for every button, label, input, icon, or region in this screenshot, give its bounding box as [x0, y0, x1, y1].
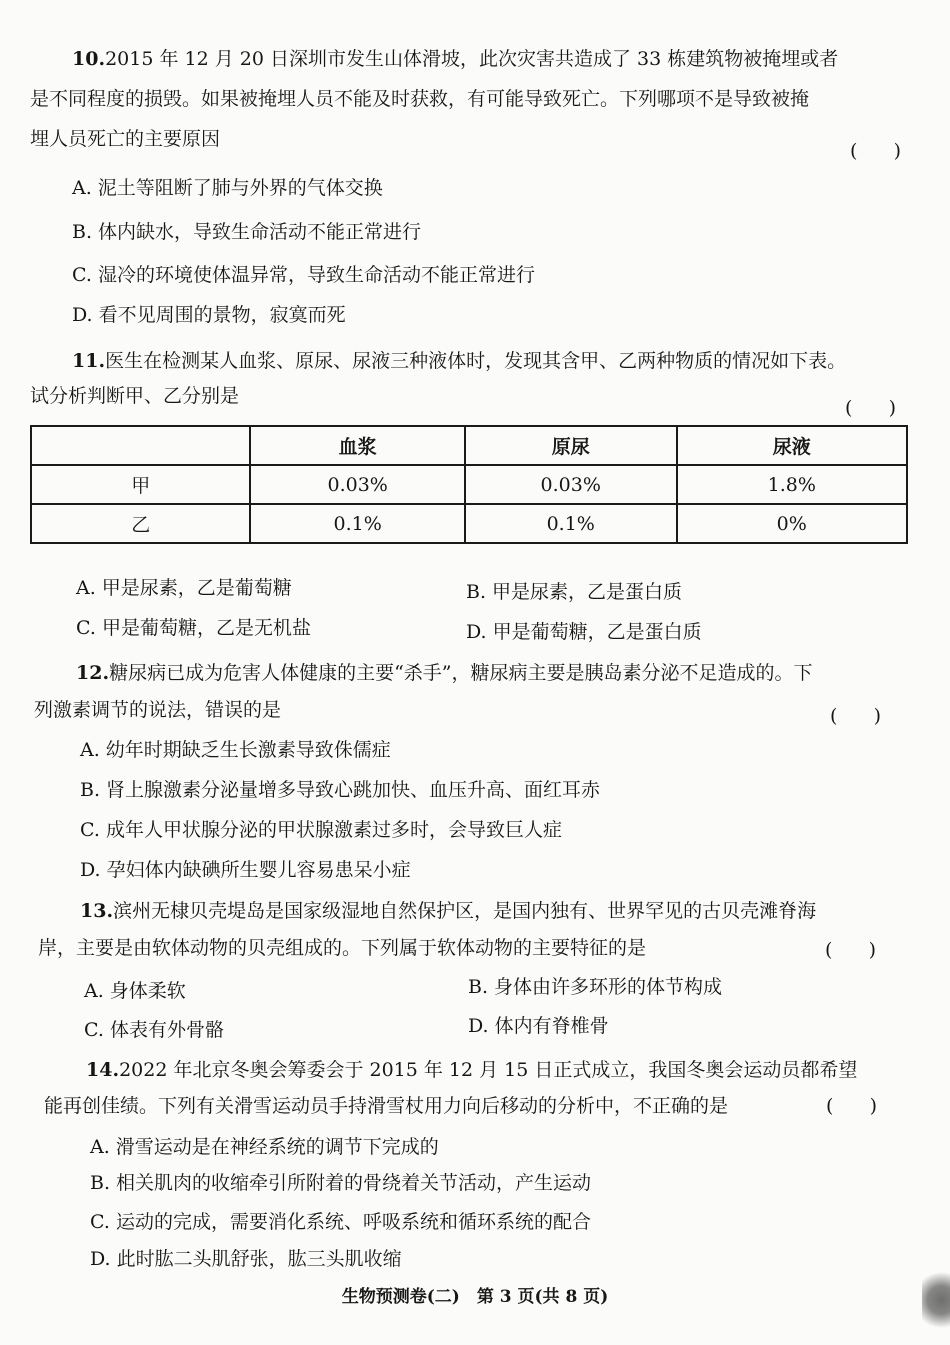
q12-number: 12. — [76, 662, 110, 684]
q12-line1: 12.糖尿病已成为危害人体健康的主要“杀手”，糖尿病主要是胰岛素分泌不足造成的。下 — [76, 662, 813, 684]
q13-option-b: B. 身体由许多环形的体节构成 — [468, 976, 723, 998]
q11-data-table — [30, 425, 908, 544]
q14-option-a: A. 滑雪运动是在神经系统的调节下完成的 — [90, 1136, 439, 1158]
table-cell: 0.1% — [250, 504, 465, 543]
q11-option-b: B. 甲是尿素，乙是蛋白质 — [466, 581, 683, 603]
table-cell: 0.03% — [465, 465, 677, 504]
q14-line1: 14.2022 年北京冬奥会筹委会于 2015 年 12 月 15 日正式成立，我国冬奥会运动员都希望 — [86, 1059, 858, 1081]
table-header-cell — [31, 426, 250, 465]
q10-option-d: D. 看不见周围的景物，寂寞而死 — [72, 304, 346, 326]
q13-option-c: C. 体表有外骨骼 — [84, 1019, 224, 1041]
q12-line2: 列激素调节的说法，错误的是 — [34, 699, 282, 721]
q10-answer-paren: ( ) — [850, 140, 902, 162]
q12-option-d: D. 孕妇体内缺碘所生婴儿容易患呆小症 — [80, 859, 411, 881]
q12-option-c: C. 成年人甲状腺分泌的甲状腺激素过多时，会导致巨人症 — [80, 819, 562, 841]
q12-answer-paren: ( ) — [830, 705, 882, 727]
table-header-cell: 尿液 — [677, 426, 908, 465]
q11-answer-paren: ( ) — [845, 397, 897, 419]
q14-option-b: B. 相关肌肉的收缩牵引所附着的骨绕着关节活动，产生运动 — [90, 1172, 592, 1194]
q14-number: 14. — [86, 1059, 120, 1081]
q13-answer-paren: ( ) — [825, 939, 877, 961]
table-cell: 1.8% — [677, 465, 908, 504]
q13-option-a: A. 身体柔软 — [84, 980, 186, 1002]
q14-line2: 能再创佳绩。下列有关滑雪运动员手持滑雪杖用力向后移动的分析中，不正确的是 — [44, 1095, 729, 1117]
table-header-cell: 原尿 — [465, 426, 677, 465]
table-header-row — [31, 426, 907, 465]
q11-option-d: D. 甲是葡萄糖，乙是蛋白质 — [466, 621, 702, 643]
q10-number: 10. — [72, 48, 106, 70]
q10-option-a: A. 泥土等阻断了肺与外界的气体交换 — [72, 177, 383, 199]
table-cell: 0.03% — [250, 465, 465, 504]
table-cell: 0.1% — [465, 504, 677, 543]
q14-answer-paren: ( ) — [826, 1095, 878, 1117]
q12-option-a: A. 幼年时期缺乏生长激素导致侏儒症 — [80, 739, 391, 761]
q13-line2: 岸，主要是由软体动物的贝壳组成的。下列属于软体动物的主要特征的是 — [38, 937, 647, 959]
page-footer: 生物预测卷(二) 第 3 页(共 8 页) — [341, 1287, 609, 1307]
q13-line1: 13.滨州无棣贝壳堤岛是国家级湿地自然保护区，是国内独有、世界罕见的古贝壳滩脊海 — [80, 900, 817, 922]
table-header-cell: 血浆 — [250, 426, 465, 465]
q11-line1: 11.医生在检测某人血浆、原尿、尿液三种液体时，发现其含甲、乙两种物质的情况如下表。 — [72, 350, 847, 372]
q14-option-d: D. 此时肱二头肌舒张，肱三头肌收缩 — [90, 1248, 402, 1270]
q13-option-d: D. 体内有脊椎骨 — [468, 1015, 609, 1037]
q10-line1: 10.2015 年 12 月 20 日深圳市发生山体滑坡，此次灾害共造成了 33 栋建筑物被掩埋或者 — [72, 48, 839, 70]
table-cell: 乙 — [31, 504, 250, 543]
table-cell: 甲 — [31, 465, 250, 504]
table-row — [31, 465, 907, 504]
q14-option-c: C. 运动的完成，需要消化系统、呼吸系统和循环系统的配合 — [90, 1211, 591, 1233]
q10-line2: 是不同程度的损毁。如果被掩埋人员不能及时获救，有可能导致死亡。下列哪项不是导致被掩 — [30, 88, 810, 110]
q11-line2: 试分析判断甲、乙分别是 — [30, 385, 240, 407]
scan-smudge — [922, 1265, 950, 1335]
q10-option-c: C. 湿冷的环境使体温异常，导致生命活动不能正常进行 — [72, 264, 535, 286]
q10-line3: 埋人员死亡的主要原因 — [30, 128, 221, 150]
q11-option-c: C. 甲是葡萄糖，乙是无机盐 — [76, 617, 311, 639]
q10-option-b: B. 体内缺水，导致生命活动不能正常进行 — [72, 221, 422, 243]
q11-option-a: A. 甲是尿素，乙是葡萄糖 — [76, 577, 292, 599]
q13-number: 13. — [80, 900, 114, 922]
table-cell: 0% — [677, 504, 908, 543]
q12-option-b: B. 肾上腺激素分泌量增多导致心跳加快、血压升高、面红耳赤 — [80, 779, 601, 801]
q11-number: 11. — [72, 350, 106, 372]
table-row — [31, 504, 907, 543]
